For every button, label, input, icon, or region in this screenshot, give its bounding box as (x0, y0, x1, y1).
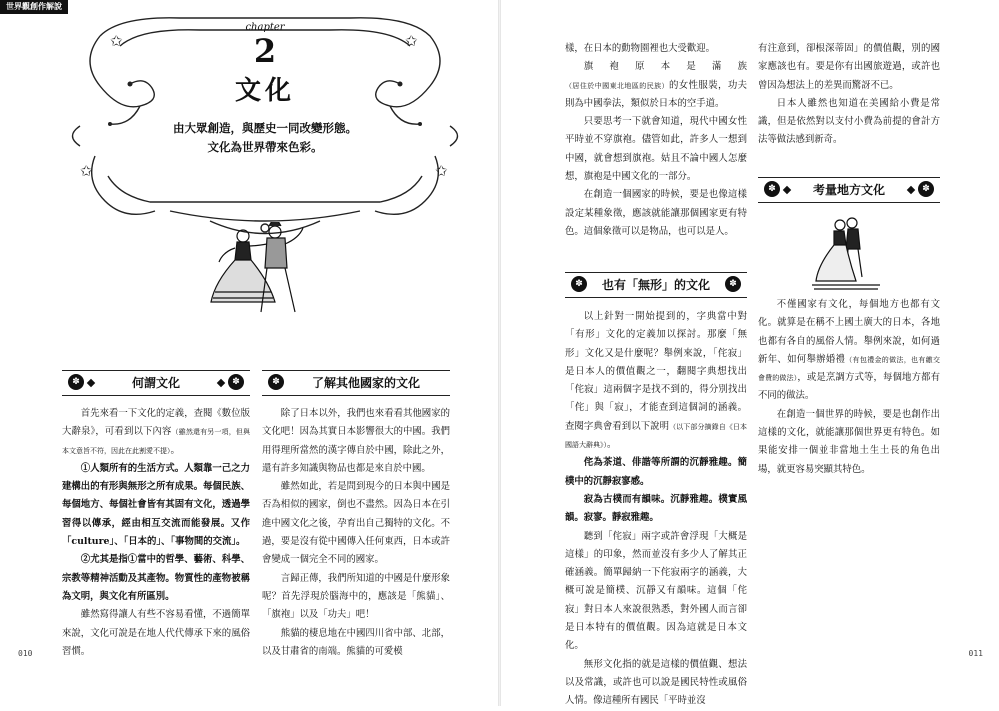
ornament-icon: ✽ (764, 181, 780, 197)
paragraph: 雖然如此，若是問到現今的日本與中國是否為相似的國家，倒也不盡然。因為日本在引進中國文化之後，孕育出自己獨特的文化。不過，要是沒有從中國傳入任何東西，日本或許會變成一個完全不同的國家。 (262, 481, 450, 566)
section-heading: 考量地方文化 (812, 183, 885, 197)
chapter-number: 2 (253, 32, 277, 70)
chapter-title-frame (60, 6, 470, 256)
section-heading-box (62, 370, 250, 396)
text-column (565, 308, 747, 711)
definition-paragraph: 侘為茶道、俳諧等所謂的沉靜雅趣。簡樸中的沉靜寂寥感。 (565, 457, 747, 487)
text-column (262, 405, 450, 661)
right-page (500, 0, 999, 706)
waltzing-couple-illustration (812, 215, 884, 295)
chapter-label: chapter (245, 22, 285, 33)
chapter-subtitle-line: 文化為世界帶來色彩。 (207, 140, 323, 154)
paragraph: 旗袍原本是滿族（居住於中國東北地區的民族）的女性服裝，功夫則為中國拳法，類似於日本的空手道。 (565, 61, 747, 109)
paragraph: 有注意到，卻根深蒂固」的價值觀，別的國家應該也有。要是你有出國旅遊過，或許也曾因為想法上的差異而驚訝不已。 (758, 43, 940, 91)
paragraph: 除了日本以外，我們也來看看其他國家的文化吧！因為其實日本影響很大的中國。我們用得理所當然的漢字傳自於中國，除此之外，還有許多知識與物品也都是來自於中國。 (262, 408, 450, 474)
chapter-subtitle-line: 由大眾創造，與歷史一同改變形態。 (173, 121, 357, 135)
ornament-icon: ✽ (268, 374, 284, 390)
paragraph: 只要思考一下就會知道，現代中國女性平時並不穿旗袍。儘管如此，許多人一想到中國，就會想到旗袍。姑且不論中國人怎麼想，旗袍是中國文化的一部分。 (565, 116, 747, 183)
section-heading-box (565, 272, 747, 298)
definition-paragraph: 寂為古樸而有韻味。沉靜雅趣。樸實風韻。寂寥。靜寂雅趣。 (565, 493, 747, 524)
paragraph: 在創造一個世界的時候，要是也創作出這樣的文化，就能讓那個世界更有特色。如果能安排一個並非當地土生土長的角色出場，就更容易突顯其特色。 (758, 408, 940, 475)
paragraph: 熊貓的棲息地在中國四川省中部、北部，以及甘肅省的南端。熊貓的可愛模 (262, 627, 450, 657)
paragraph: 無形文化指的就是這樣的價值觀、想法以及常識，或許也可以說是國民特性或風俗人情。像這種所有國民「平時並沒 (565, 658, 747, 707)
section-heading: 何謂文化 (131, 376, 180, 390)
paragraph: 首先來看一下文化的定義，查閱《數位版大辭泉》，可看到以下內容（雖然還有另一項，但與本文意旨不符，因此在此割愛不提）。 (62, 408, 250, 456)
dancing-couple-illustration (205, 222, 315, 322)
section-heading: 也有「無形」的文化 (601, 278, 710, 292)
section-heading: 了解其他國家的文化 (311, 376, 420, 390)
text-column (565, 40, 747, 241)
chapter-title: 文化 (234, 76, 295, 106)
paragraph: 聽到「侘寂」兩字或許會浮現「大概是這樣」的印象，然而並沒有多少人了解其正確涵義。簡單歸納一下侘寂兩字的涵義，大概可說是簡樸、沉靜又有韻味。這個「侘寂」對日本人來說很熟悉，對外國人而言卻是日本特有的價值觀。因為這就是日本文化。 (565, 530, 747, 652)
star-ornament-icon: ✩ (110, 32, 123, 50)
text-column (758, 296, 940, 479)
ornament-icon: ✽ (918, 181, 934, 197)
paragraph: 以上針對一開始提到的，字典當中對「有形」文化的定義加以探討。那麼「無形」文化又是什麼呢？舉例來說，「侘寂」是日本人的價值觀之一，翻閱字典想找出「侘寂」這兩個字是找不到的，得分別找出「侘」與「寂」，才能查到這個詞的涵義。查閱字典會看到以下說明（以下部分摘錄自《日本國語大辭典》）。 (565, 311, 747, 451)
left-page (0, 0, 499, 706)
definition-paragraph: ①人類所有的生活方式。人類靠一己之力建構出的有形與無形之所有成果。每個民族、每個地方、每個社會皆有其固有文化，透過學習得以傳承，經由相互交流而能發展。又作「culture」、「日本的」、「事物間的交流」。 (62, 462, 250, 548)
ornament-icon: ✽ (571, 276, 587, 292)
section-heading-box (262, 370, 450, 396)
star-ornament-icon: ✩ (435, 162, 448, 180)
text-column (62, 405, 250, 661)
paragraph: 日本人雖然也知道在美國給小費是常識，但是依然對以支付小費為前提的會計方法等做法感到新奇。 (758, 97, 940, 146)
ornament-icon: ✽ (228, 374, 244, 390)
star-ornament-icon: ✩ (405, 32, 418, 50)
page-number: 010 (18, 649, 33, 658)
paragraph: 雖然寫得讓人有些不容易看懂，不過簡單來說，文化可說是在地人代代傳承下來的風俗習慣。 (62, 609, 250, 657)
running-head: 世界觀創作解說 (0, 0, 68, 14)
star-ornament-icon: ✩ (80, 162, 93, 180)
text-column (758, 40, 940, 150)
paragraph: 在創造一個國家的時候，要是也像這樣設定某種象徵，應該就能讓那個國家更有特色。這個象徵可以是物品，也可以是人。 (565, 189, 747, 237)
ornament-icon: ✽ (725, 276, 741, 292)
page-number: 011 (968, 649, 983, 658)
ornament-icon: ✽ (68, 374, 84, 390)
paragraph: 樣，在日本的動物園裡也大受歡迎。 (565, 43, 716, 54)
definition-paragraph: ②尤其是指①當中的哲學、藝術、科學、宗教等精神活動及其產物。物質性的產物被稱為文明，與文化有所區別。 (62, 554, 250, 602)
paragraph: 言歸正傳，我們所知道的中國是什麼形象呢？首先浮現於腦海中的，應該是「熊貓」、「旗袍」以及「功夫」吧！ (262, 572, 450, 621)
section-heading-box (758, 177, 940, 203)
paragraph: 不僅國家有文化，每個地方也都有文化。就算是在稱不上國土廣大的日本，各地也都有各自的風俗人情。舉例來說，如何過新年、如何舉辦婚禮（有包禮金的做法，也有繳交會費的做法），或是烹調方式等，每個地方都有不同的做法。 (758, 299, 940, 402)
